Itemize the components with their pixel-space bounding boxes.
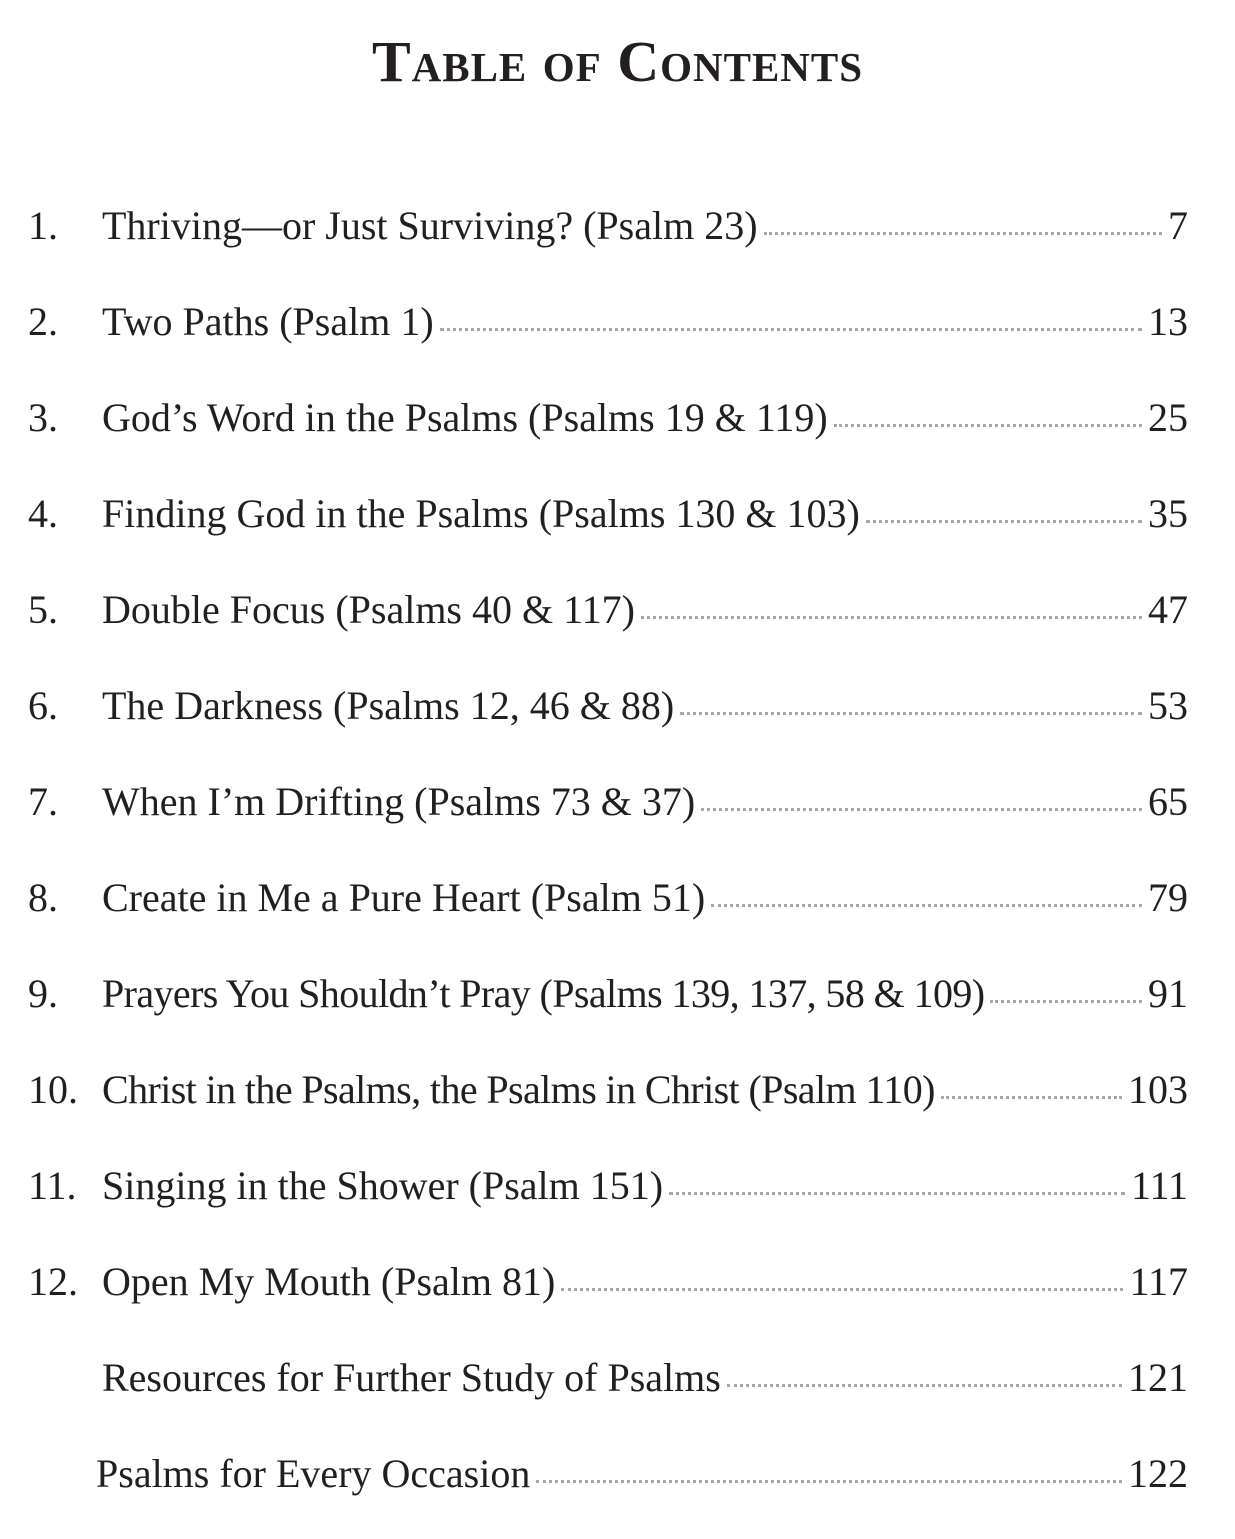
entry-number: 11. [28, 1163, 77, 1208]
toc-entry[interactable] [28, 777, 1188, 827]
entry-page: 79 [1148, 875, 1188, 920]
entry-number: 12. [28, 1259, 78, 1304]
entry-title: God’s Word in the Psalms (Psalms 19 & 119) [102, 395, 828, 440]
leader-dots [536, 1480, 1122, 1483]
entry-number: 7. [28, 779, 58, 824]
leader-dots [727, 1384, 1122, 1387]
toc-entry[interactable] [28, 201, 1188, 251]
toc-entry[interactable] [28, 873, 1188, 923]
toc-entry[interactable] [28, 297, 1188, 347]
entry-title: Prayers You Shouldn’t Pray (Psalms 139, 137, 58 & 109) [102, 971, 985, 1016]
entry-number: 2. [28, 299, 58, 344]
entry-page: 25 [1148, 395, 1188, 440]
leader-dots [680, 712, 1142, 715]
leader-dots [941, 1096, 1122, 1099]
entry-title: Create in Me a Pure Heart (Psalm 51) [102, 875, 706, 920]
leader-dots [669, 1192, 1125, 1195]
entry-number: 6. [28, 683, 58, 728]
entry-page: 47 [1148, 587, 1188, 632]
entry-title: Double Focus (Psalms 40 & 117) [102, 587, 635, 632]
entry-title: Psalms for Every Occasion [96, 1451, 531, 1496]
entry-title: Finding God in the Psalms (Psalms 130 & 103) [102, 491, 860, 536]
toc-entry[interactable] [28, 681, 1188, 731]
leader-dots [990, 1000, 1142, 1003]
entry-page: 117 [1129, 1259, 1188, 1304]
entry-title: The Darkness (Psalms 12, 46 & 88) [102, 683, 675, 728]
entry-title: Singing in the Shower (Psalm 151) [102, 1163, 664, 1208]
entry-page: 103 [1128, 1067, 1188, 1112]
entry-title: Two Paths (Psalm 1) [102, 299, 434, 344]
entry-title: Resources for Further Study of Psalms [102, 1355, 721, 1400]
leader-dots [701, 808, 1142, 811]
entry-page: 121 [1128, 1355, 1188, 1400]
entry-number: 3. [28, 395, 58, 440]
entry-page: 13 [1148, 299, 1188, 344]
leader-dots [561, 1288, 1123, 1291]
entry-number: 4. [28, 491, 58, 536]
toc-entry[interactable] [28, 1449, 1188, 1499]
entry-page: 122 [1128, 1451, 1188, 1496]
toc-entry[interactable] [28, 489, 1188, 539]
entry-title: Christ in the Psalms, the Psalms in Christ (Psalm 110) [102, 1067, 935, 1112]
entry-number: 5. [28, 587, 58, 632]
leader-dots [764, 232, 1162, 235]
toc-entry[interactable] [28, 1161, 1188, 1211]
leader-dots [866, 520, 1142, 523]
entry-number: 10. [28, 1067, 78, 1112]
toc-entry[interactable] [28, 969, 1188, 1019]
toc-entry[interactable] [28, 585, 1188, 635]
entry-page: 35 [1148, 491, 1188, 536]
entry-page: 53 [1148, 683, 1188, 728]
entry-page: 65 [1148, 779, 1188, 824]
toc-entry[interactable] [28, 393, 1188, 443]
entry-title: Thriving—or Just Surviving? (Psalm 23) [102, 203, 758, 248]
leader-dots [711, 904, 1142, 907]
entry-page: 111 [1130, 1163, 1188, 1208]
entry-number: 1. [28, 203, 58, 248]
entry-number: 9. [28, 971, 58, 1016]
leader-dots [641, 616, 1142, 619]
page-title: Table of Contents [371, 29, 864, 94]
leader-dots [834, 424, 1142, 427]
leader-dots [440, 328, 1142, 331]
toc-entry[interactable] [28, 1257, 1188, 1307]
entry-number: 8. [28, 875, 58, 920]
entry-title: When I’m Drifting (Psalms 73 & 37) [102, 779, 696, 824]
entry-page: 7 [1168, 203, 1188, 248]
toc-entry[interactable] [28, 1353, 1188, 1403]
entry-page: 91 [1148, 971, 1188, 1016]
entry-title: Open My Mouth (Psalm 81) [102, 1259, 556, 1304]
toc-entry[interactable] [28, 1065, 1188, 1115]
